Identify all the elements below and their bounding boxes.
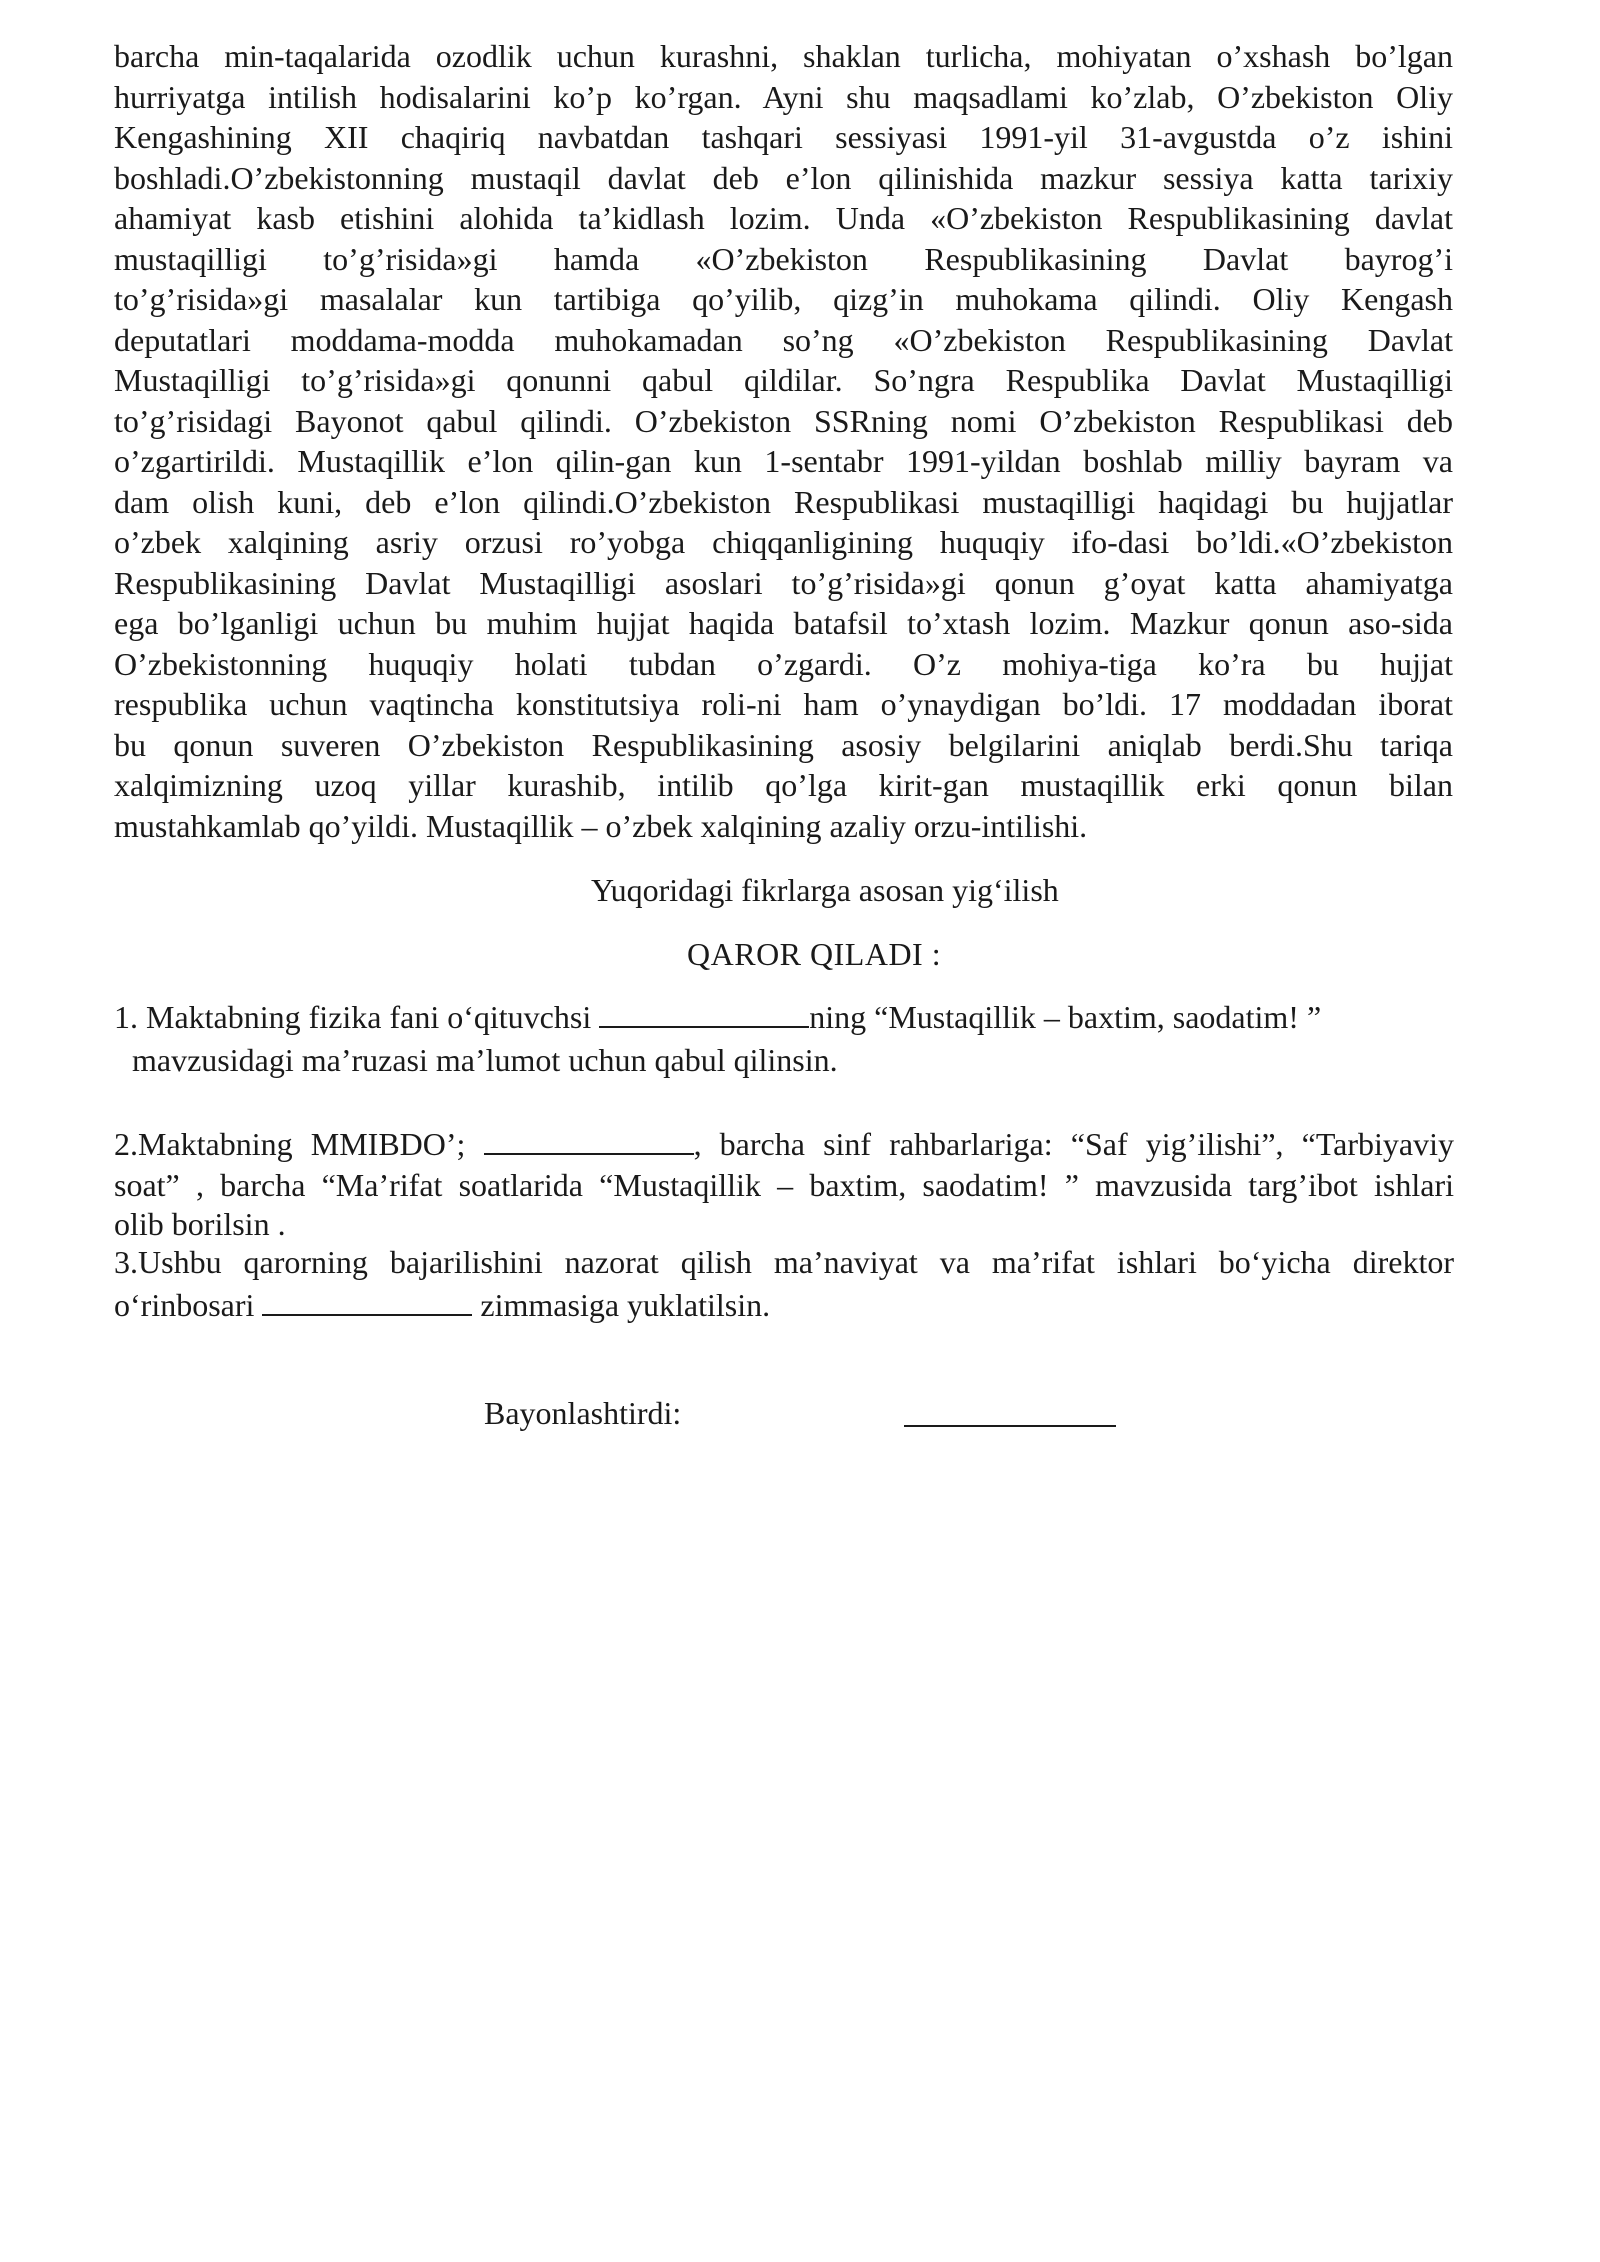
paragraph-line: ahamiyat kasb etishini alohida ta’kidlash lozim. Unda «O’zbekiston Respublikasining davlat [114,200,1453,236]
paragraph-line: hurriyatga intilish hodisalarini ko’p ko’rgan. Ayni shu maqsadlami ko’zlab, O’zbekiston Oliy [114,78,1453,115]
item-2-line-2: soat” , barcha “Ma’rifat soatlarida “Mustaqillik – baxtim, saodatim! ” mavzusida targ’ibot ishlari [114,1167,1454,1203]
item-2-text-a: 2.Maktabning MMIBDO’; [114,1126,484,1162]
item-2-line-3: olib borilsin . [114,1206,286,1242]
paragraph-line: deputatlari moddama-modda muhokamadan so’ng «O’zbekiston Respublikasining Davlat [114,321,1453,358]
item-3-text-c: zimmasiga yuklatilsin. [472,1287,771,1323]
paragraph-line: respublika uchun vaqtincha konstitutsiya roli-ni ham o’ynaydigan bo’ldi. 17 moddadan iborat [114,686,1453,722]
item-1-text-a: 1. Maktabning fizika fani o‘qituvchsi [114,999,600,1035]
name-blank [484,1127,694,1155]
item-2-line-1 [114,1123,1454,1166]
paragraph-line: Respublikasining Davlat Mustaqilligi asoslari to’g’risida»gi qonun g’oyat katta ahamiyatga [114,564,1453,601]
paragraph-line: dam olish kuni, deb e’lon qilindi.O’zbekiston Respublikasi mustaqilligi haqidagi bu hujjatlar [114,483,1453,520]
item-3-line-1: 3.Ushbu qarorning bajarilishini nazorat qilish ma’naviyat va ma’rifat ishlari bo‘yicha direktor [114,1244,1454,1280]
signature-label: Bayonlashtirdi: [484,1395,682,1431]
main-paragraph [114,36,1453,846]
paragraph-line: boshladi.O’zbekistonning mustaqil davlat deb e’lon qilinishida mazkur sessiya katta tarixiy [114,159,1453,196]
paragraph-line: mustaqilligi to’g’risida»gi hamda «O’zbekiston Respublikasining Davlat bayrog’i [114,240,1453,277]
paragraph-line: to’g’risidagi Bayonot qabul qilindi. O’zbekiston SSRning nomi O’zbekiston Respublikasi deb [114,402,1453,439]
paragraph-line: xalqimizning uzoq yillar kurashib, intilib qo’lga kirit-gan mustaqillik erki qonun bilan [114,767,1453,803]
paragraph-line: Mustaqilligi to’g’risida»gi qonunni qabul qildilar. So’ngra Respublika Davlat Mustaqilligi [114,362,1453,398]
paragraph-line: o’zgartirildi. Mustaqillik e’lon qilin-gan kun 1-sentabr 1991-yildan boshlab milliy bayram va [114,443,1453,479]
paragraph-line: O’zbekistonning huquqiy holati tubdan o’zgardi. O’z mohiya-tiga ko’ra bu hujjat [114,645,1453,682]
decision-title: QAROR QILADI : [687,936,942,972]
decision-item-1 [114,996,1454,1082]
item-2-text-b: , barcha sinf rahbarlariga: “Saf yig’ilishi”, “Tarbiyaviy [693,1126,1455,1162]
item-3-line-2 [114,1284,1454,1327]
name-blank [262,1288,472,1316]
item-1-line-1 [114,996,1454,1039]
paragraph-line: mustahkamlab qo’yildi. Mustaqillik – o’zbek xalqining azaliy orzu-intilishi. [114,807,1088,844]
signature-blank [904,1393,1116,1427]
item-1-text-b: ning “Mustaqillik – baxtim, saodatim! ” [809,999,1322,1035]
decision-item-2 [114,1123,1454,1244]
document-page [114,36,1455,1431]
paragraph-line: o’zbek xalqining asriy orzusi ro’yobga chiqqanligining huquqiy ifo-dasi bo’ldi.«O’zbekiston [114,524,1453,560]
paragraph-line: ega bo’lganligi uchun bu muhim hujjat haqida batafsil to’xtash lozim. Mazkur qonun aso-sida [114,605,1453,641]
paragraph-line: Kengashining XII chaqiriq navbatdan tashqari sessiyasi 1991-yil 31-avgustda o’z ishini [114,119,1453,155]
paragraph-line: bu qonun suveren O’zbekiston Respublikasining asosiy belgilarini aniqlab berdi.Shu tariqa [114,726,1453,763]
name-blank [599,1000,809,1028]
paragraph-line: to’g’risida»gi masalalar kun tartibiga qo’yilib, qizg’in muhokama qilindi. Oliy Kengash [114,281,1453,317]
item-1-line-2: mavzusidagi ma’ruzasi ma’lumot uchun qabul qilinsin. [132,1042,838,1078]
intro-line: Yuqoridagi fikrlarga asosan yig‘ilish [591,872,1059,908]
paragraph-line: barcha min-taqalarida ozodlik uchun kurashni, shaklan turlicha, mohiyatan o’xshash bo’lgan [114,38,1453,74]
item-3-text-b: o‘rinbosari [114,1287,263,1323]
decision-item-3 [114,1241,1454,1327]
